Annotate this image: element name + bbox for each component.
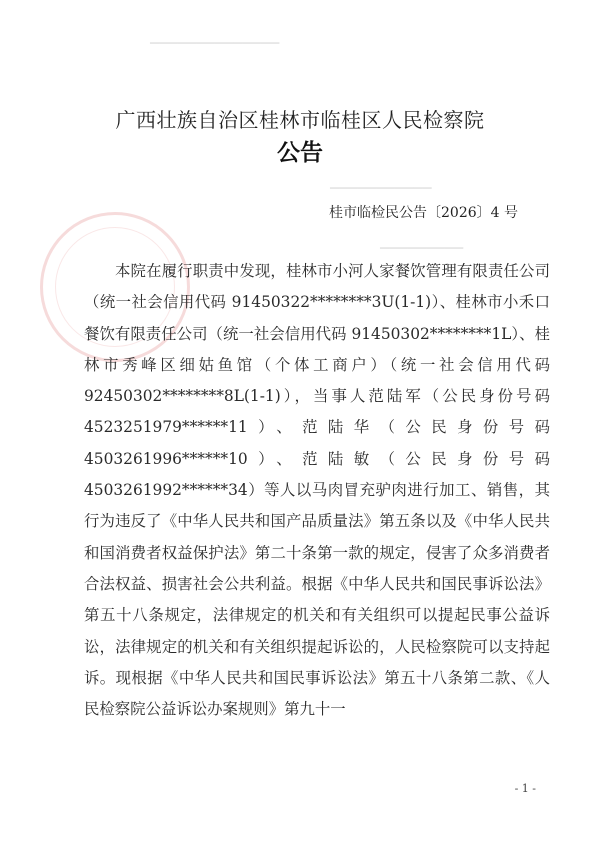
document-number: 桂市临检民公告〔2026〕4 号 — [329, 205, 518, 221]
bleed-through-mark: ▁▁▁▁▁▁▁▁▁▁▁▁▁▁ — [150, 30, 280, 44]
bleed-through-mark: ▁▁▁▁▁▁▁▁▁ — [380, 235, 464, 249]
bleed-through-mark: ▁▁▁▁▁▁▁▁▁▁▁ — [330, 175, 432, 189]
body-paragraph: 本院在履行职责中发现，桂林市小河人家餐饮管理有限责任公司（统一社会信用代码 91450322********3U(1-1)）、桂林市小禾口餐饮有限责任公司（统一社会信用代码 91450302********1L）、桂林市秀峰区细姑鱼馆（个体工商户）（统一社会信用代码 92450302********8L(1-1)），当事人范陆军（公民身份号码 4523251979******11）、范陆华（公民身份号码 4503261996******10）、范陆敏（公民身份号码 4503261992******34）等人以马肉冒充驴肉进行加工、销售，其行为违反了《中华人民共和国产品质量法》第五条以及《中华人民共和国消费者权益保护法》第二十条第一款的规定，侵害了众多消费者合法权益、损害社会公共利益。根据《中华人民共和国民事诉讼法》第五十八条规定，法律规定的机关和有关组织可以提起民事公益诉讼，法律规定的机关和有关组织提起诉讼的，人民检察院可以支持起诉。现根据《中华人民共和国民事诉讼法》第五十八条第二款、《人民检察院公益诉讼办案规则》第九十一 — [84, 262, 550, 719]
organization-title: 广西壮族自治区桂林市临桂区人民检察院 — [115, 108, 485, 132]
page-number: - 1 - — [514, 782, 536, 795]
document-title: 公告 — [277, 139, 323, 166]
